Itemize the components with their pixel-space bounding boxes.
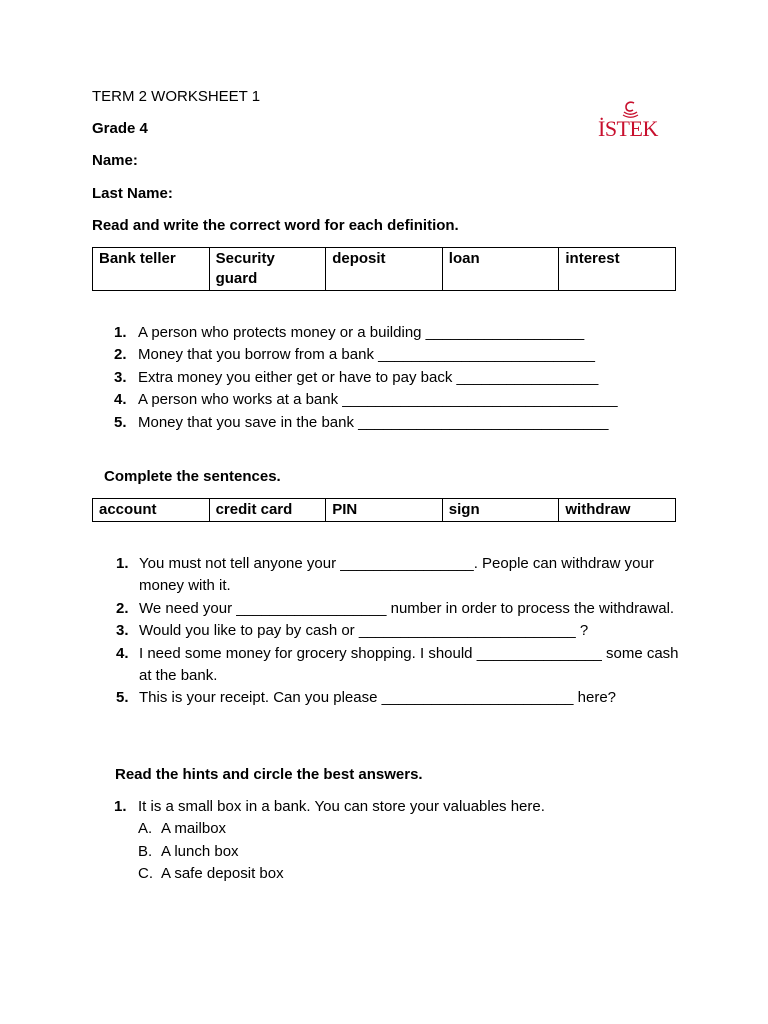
- list-item: 3. Extra money you either get or have to pay back _________________: [114, 368, 599, 386]
- last-name-label: Last Name:: [92, 185, 173, 202]
- list-item: 5. Money that you save in the bank ______________________________: [114, 413, 609, 431]
- section2-instruction: Complete the sentences.: [104, 468, 281, 485]
- list-item: 5. This is your receipt. Can you please _______________________ here?: [116, 689, 617, 707]
- word-bank-cell: PIN: [326, 499, 443, 522]
- word-bank-cell: credit card: [209, 499, 326, 522]
- question-text: 1. It is a small box in a bank. You can store your valuables here.: [114, 798, 545, 815]
- list-item: 4. I need some money for grocery shopping. I should _______________ some cash at the bank.: [116, 644, 679, 685]
- list-item: 1. A person who protects money or a building ___________________: [114, 324, 585, 341]
- word-bank-cell: sign: [442, 499, 559, 522]
- word-bank-cell: Security guard: [209, 248, 326, 291]
- answer-option: B. A lunch box: [138, 842, 239, 860]
- list-item: 4. A person who works at a bank _________________________________: [114, 391, 618, 409]
- list-item: 1. You must not tell anyone your ________________. People can withdraw your money with it.: [116, 555, 654, 595]
- word-bank-cell: interest: [559, 248, 676, 291]
- grade-label: Grade 4: [92, 120, 148, 137]
- word-bank-cell: withdraw: [559, 499, 676, 522]
- word-bank-cell: deposit: [326, 248, 443, 291]
- section3-instruction: Read the hints and circle the best answers.: [115, 766, 423, 783]
- word-bank-cell: loan: [442, 248, 559, 291]
- answer-option: C. A safe deposit box: [138, 865, 284, 883]
- word-bank-table-1: [92, 247, 676, 291]
- answer-option: A. A mailbox: [138, 820, 227, 838]
- logo-text: İSTEK: [598, 116, 658, 141]
- definition-list: [92, 322, 652, 434]
- word-bank-table-2: [92, 498, 676, 522]
- multiple-choice-question: [92, 796, 652, 886]
- worksheet-title: TERM 2 WORKSHEET 1: [92, 88, 261, 105]
- word-bank-cell: account: [93, 499, 210, 522]
- name-label: Name:: [92, 152, 138, 169]
- section1-instruction: Read and write the correct word for each definition.: [92, 217, 459, 234]
- word-bank-cell: Bank teller: [93, 248, 210, 291]
- istek-logo: [598, 100, 664, 144]
- list-item: 2. We need your __________________ number in order to process the withdrawal.: [116, 599, 675, 617]
- list-item: 3. Would you like to pay by cash or __________________________ ?: [116, 622, 589, 640]
- sentence-list: [92, 553, 682, 710]
- list-item: 2. Money that you borrow from a bank __________________________: [114, 346, 596, 364]
